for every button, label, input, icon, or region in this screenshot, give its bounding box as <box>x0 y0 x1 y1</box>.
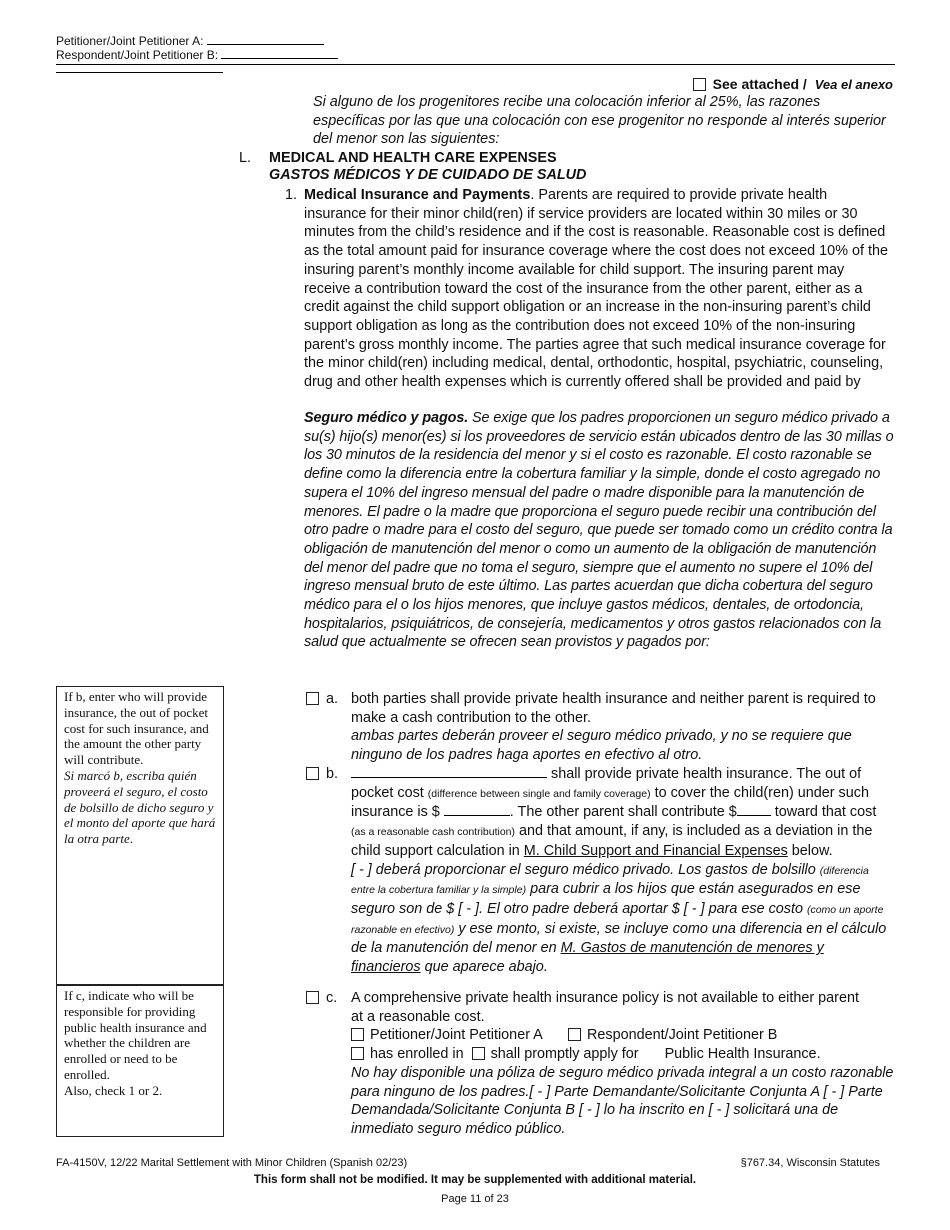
instruction-box-c: If c, indicate who will be responsible for providing public health insurance and whether the children are enrolled or need to be enrolled. Also, check 1 or 2. <box>56 985 224 1137</box>
form-id: FA-4150V, 12/22 Marital Settlement with Minor Children (Spanish 02/23) <box>56 1157 408 1169</box>
see-attached: See attached / Vea el anexo <box>693 76 893 92</box>
insuring-party-field[interactable] <box>351 766 547 778</box>
child-support-link: M. Child Support and Financial Expenses <box>523 842 788 859</box>
option-c-text: A comprehensive private health insurance policy is not available to either parent at a reasonable cost. Petitioner/Joint Petitioner A Respondent/Joint Petitioner B has enrolled in shall promptly apply for Public Health Insurance. No hay disponible una póliza de seguro médico privada integral a un costo razonable para ninguno de los padres.[ - ] Parte Demandante/Solicitante Conjunta A [ - ] Parte Demandada/Solicitante Conjunta B [ - ] lo ha inscrito en [ - ] solicitará una de inmediato seguro médico público. <box>351 989 896 1139</box>
item-1-number: 1. <box>285 187 298 203</box>
intro-paragraph: Si alguno de los progenitores recibe una colocación inferior al 25%, las razones específicas por las que una colocación con ese progenitor no responde al interés superior del menor son las siguientes: <box>313 94 886 148</box>
item-1-body-en: Medical Insurance and Payments. Parents are required to provide private health insurance for their minor child(ren) if service providers are located within 30 miles or 30 minutes from the child’s residence and if the cost is reasonable. Reasonable cost is defined as the total amount paid for insurance coverage where the cost does not exceed 10% of the insuring parent’s monthly income available for child support. The insuring parent may receive a contribution toward the cost of the insurance from the other parent, either as a credit against the child support obligation or an increase in the non-insuring parent’s child support obligation as long as the contribution does not exceed 10% of the non-insuring parent’s gross monthly income. The parties agree that such medical insurance coverage for the minor child(ren) including medical, dental, orthodontic, hospital, psychiatric, counseling, drug and other health expenses which is currently offered shall be provided and paid by <box>304 187 888 391</box>
item-1-heading: Medical Insurance and Payments <box>304 187 531 203</box>
out-of-pocket-cost-field[interactable] <box>444 804 510 816</box>
page-number: Page 11 of 23 <box>441 1193 509 1205</box>
respondent-name-field[interactable] <box>221 47 338 59</box>
option-c-enroll-choices: has enrolled in shall promptly apply for Public Health Insurance. <box>351 1045 896 1064</box>
petitioner-a-checkbox[interactable] <box>351 1028 364 1041</box>
respondent-b-checkbox[interactable] <box>568 1028 581 1041</box>
option-a-text: both parties shall provide private health insurance and neither parent is required to make a cash contribution to the other. ambas partes deberán proveer el seguro médico privado, y no se requiere que ninguno de los padres haga aportes en efectivo al otro. <box>351 691 876 764</box>
statute: §767.34, Wisconsin Statutes <box>740 1157 880 1169</box>
section-title: MEDICAL AND HEALTH CARE EXPENSES <box>269 150 557 166</box>
option-b-marker: b. <box>306 765 338 784</box>
section-letter: L. <box>239 150 252 166</box>
header-rule <box>56 64 895 65</box>
option-c-marker: c. <box>306 989 337 1008</box>
section-title-es: GASTOS MÉDICOS Y DE CUIDADO DE SALUD <box>269 167 587 183</box>
option-b-text <box>351 765 888 977</box>
instruction-box-b: If b, enter who will provide insurance, the out of pocket cost for such insurance, and the amount the other party will contribute. Si marcó b, escriba quién proveerá el seguro, el costo de bolsillo de dicho seguro y el monto del aporte que hará la otra parte. <box>56 686 224 985</box>
option-a-marker: a. <box>306 690 338 709</box>
item-1-heading-es: Seguro médico y pagos. <box>304 410 469 426</box>
respondent-label: Respondent/Joint Petitioner B: <box>56 47 338 63</box>
option-b-es: [ - ] deberá proporcionar el seguro médico privado. Los gastos de bolsillo (diferencia entre la cobertura familiar y la simple) para cubrir a los hijos que están asegurados en ese seguro son de $ [ - ]. El otro padre deberá aportar $ [ - ] para ese costo (como un aporte razonable en efectivo) y ese monto, si existe, se incluye como una diferencia en el cálculo de la manutención del menor en M. Gastos de manutención de menores y financieros que aparece abajo. <box>351 861 887 976</box>
has-enrolled-checkbox[interactable] <box>351 1047 364 1060</box>
option-a-checkbox[interactable] <box>306 692 319 705</box>
notice: This form shall not be modified. It may be supplemented with additional material. <box>253 1174 697 1186</box>
option-b-checkbox[interactable] <box>306 767 319 780</box>
contribution-amount-field[interactable] <box>737 804 771 816</box>
manutencion-link: M. Gastos de manutención de menores y financieros <box>351 940 824 976</box>
sidebar-rule <box>56 72 223 73</box>
see-attached-checkbox[interactable] <box>693 78 706 91</box>
option-c-party-choices: Petitioner/Joint Petitioner A Respondent/Joint Petitioner B <box>351 1026 896 1045</box>
shall-apply-checkbox[interactable] <box>472 1047 485 1060</box>
option-c-checkbox[interactable] <box>306 991 319 1004</box>
item-1-body-es: Seguro médico y pagos. Se exige que los padres proporcionen un seguro médico privado a su(s) hijo(s) menor(es) si los proveedores de servicio están ubicados dentro de las 30 millas o los 30 minutos de la residencia del menor y si el costo es razonable. El costo razonable se define como la diferencia entre la cobertura familiar y la simple, donde el costo agregado no supera el 10% del ingreso mensual del padre o madre disponible para la manutención de menores. El padre o la madre que proporciona el seguro puede recibir una contribución del otro padre o madre para el costo del seguro, que puede ser tomado como un crédito contra la obligación de manutención del menor o como un aumento de la obligación de manutención del menor del padre que no toma el seguro, siempre que el aumento no supere el 10% del ingreso mensual bruto de este último. Las partes acuerdan que dicha cobertura del seguro médico para el o los hijos menores, que incluye gastos médicos, dentales, de ortodoncia, hospitalarios, psiquiátricos, de consejería, medicamentos y otros gastos relacionados con la salud que actualmente se ofrecen sean provistos y pagados por: <box>304 410 894 651</box>
petitioner-name-field[interactable] <box>207 33 324 45</box>
petitioner-label: Petitioner/Joint Petitioner A: <box>56 33 324 49</box>
option-b-en: shall provide private health insurance. The out of pocket cost (difference between single and family coverage) to cover the child(ren) under such insurance is $ . The other parent shall contribute $ toward that cost (as a reasonable cash contribution) and that amount, if any, is included as a deviation in the child support calculation in M. Child Support and Financial Expenses below. <box>351 766 877 859</box>
